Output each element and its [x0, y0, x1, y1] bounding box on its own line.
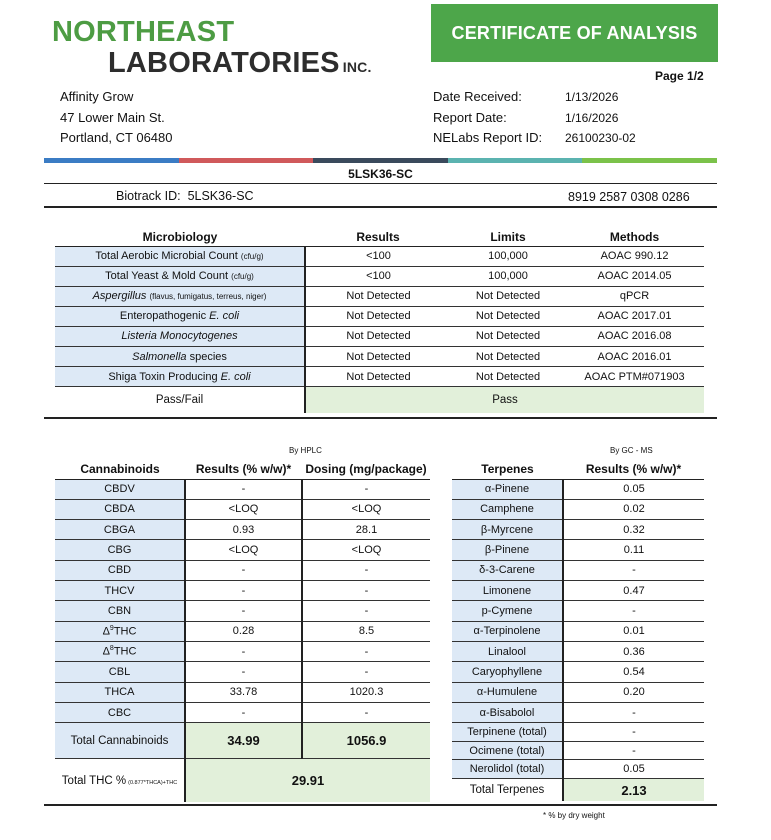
gcms-method-label: By GC - MS [610, 446, 653, 455]
table-row [55, 560, 430, 580]
biotrack-id [116, 189, 254, 203]
column-header: Results [305, 229, 451, 246]
result-cell: 0.93 [185, 520, 302, 540]
result-cell: <LOQ [185, 499, 302, 519]
table-row [452, 662, 704, 682]
dosing-cell: 8.5 [302, 621, 430, 641]
result-cell: 0.28 [185, 621, 302, 641]
microbiology-table [55, 229, 704, 413]
color-bar-segment [448, 158, 583, 163]
column-header: Limits [451, 229, 565, 246]
cannabinoid-name-text: THC [113, 625, 137, 638]
table-header-row [55, 229, 704, 246]
test-name-text: Salmonella [132, 350, 187, 363]
total-terpenes-label: Total Terpenes [452, 778, 563, 801]
table-row [452, 581, 704, 601]
terpene-name: Ocimene (total) [452, 741, 563, 760]
cannabinoid-name [55, 560, 185, 580]
cannabinoid-name-text: THC [113, 646, 137, 659]
certificate-banner: CERTIFICATE OF ANALYSIS [431, 4, 718, 62]
terpene-name: Caryophyllene [452, 662, 563, 682]
table-row [452, 520, 704, 540]
limit-cell: Not Detected [451, 346, 565, 366]
result-cell: 0.05 [563, 760, 704, 779]
column-header: Methods [565, 229, 704, 246]
test-name-text: Aspergillus [92, 290, 147, 303]
method-cell: AOAC PTM#071903 [565, 367, 704, 387]
cannabinoid-name [55, 581, 185, 601]
test-name-text: Total Aerobic Microbial Count [95, 250, 238, 263]
test-name [55, 346, 305, 366]
biotrack-value: 5LSK36-SC [187, 189, 254, 203]
cannabinoid-name-text: CBG [107, 544, 132, 557]
test-name-text: Listeria Monocytogenes [121, 330, 238, 343]
report-id-row [433, 128, 636, 149]
logo-line-2-text: LABORATORIES [108, 47, 340, 79]
divider [44, 417, 717, 419]
table-row [55, 601, 430, 621]
total-cannabinoids-dosing: 1056.9 [302, 723, 430, 759]
method-cell: qPCR [565, 286, 704, 306]
result-cell: - [185, 581, 302, 601]
client-name: Affinity Grow [60, 89, 134, 104]
date-received-label: Date Received: [433, 89, 522, 104]
limit-cell: Not Detected [451, 367, 565, 387]
table-row [452, 621, 704, 641]
tracking-number: 8919 2587 0308 0286 [568, 190, 690, 204]
total-cannabinoids-label: Total Cannabinoids [55, 723, 185, 759]
result-cell: Not Detected [305, 346, 451, 366]
result-cell: Not Detected [305, 306, 451, 326]
method-cell: AOAC 2017.01 [565, 306, 704, 326]
color-bar-segment [179, 158, 314, 163]
table-row [55, 499, 430, 519]
delta-symbol: Δ [102, 625, 110, 638]
table-row [452, 682, 704, 702]
cannabinoid-name-text: THCV [104, 584, 135, 597]
test-name [55, 367, 305, 387]
logo-line-2 [108, 48, 372, 82]
total-thc-label-cell [55, 759, 185, 802]
method-cell: AOAC 2016.01 [565, 346, 704, 366]
result-cell: - [563, 723, 704, 742]
test-unit: (cfu/g) [240, 252, 264, 262]
table-row [55, 266, 704, 286]
total-terpenes-row [452, 778, 704, 801]
table-header-row [55, 460, 430, 479]
result-cell: <100 [305, 246, 451, 266]
table-row [55, 326, 704, 346]
result-cell: 0.02 [563, 499, 704, 519]
table-row [55, 703, 430, 723]
cannabinoid-name-text: CBDA [104, 503, 135, 516]
result-cell: - [185, 479, 302, 499]
table-row [55, 621, 430, 641]
table-row [452, 560, 704, 580]
table-row [452, 540, 704, 560]
column-header: Results (% w/w)* [185, 460, 302, 479]
result-cell: 0.01 [563, 621, 704, 641]
result-cell: Not Detected [305, 367, 451, 387]
result-cell: - [185, 703, 302, 723]
limit-cell: Not Detected [451, 326, 565, 346]
result-cell: Not Detected [305, 326, 451, 346]
table-row [55, 682, 430, 702]
terpene-name: β-Myrcene [452, 520, 563, 540]
result-cell: 0.54 [563, 662, 704, 682]
total-thc-value: 29.91 [185, 759, 430, 802]
test-name-suffix: species [189, 350, 227, 363]
method-cell: AOAC 2016.08 [565, 326, 704, 346]
table-row [452, 479, 704, 499]
result-cell: 0.47 [563, 581, 704, 601]
result-cell: - [185, 601, 302, 621]
table-row [55, 346, 704, 366]
test-name-italic: E. coli [220, 370, 251, 383]
column-header: Results (% w/w)* [563, 460, 704, 479]
dosing-cell: - [302, 601, 430, 621]
dosing-cell: - [302, 662, 430, 682]
table-row [452, 703, 704, 723]
result-cell: - [185, 642, 302, 662]
result-cell: - [563, 741, 704, 760]
test-unit: (cfu/g) [231, 272, 254, 282]
table-row [55, 642, 430, 662]
report-date-label: Report Date: [433, 109, 507, 125]
cannabinoid-name-text: THCA [104, 686, 135, 699]
table-row [452, 760, 704, 779]
test-name [55, 326, 305, 346]
table-row [55, 581, 430, 601]
result-cell: 0.36 [563, 642, 704, 662]
test-name [55, 306, 305, 326]
cannabinoid-name [55, 601, 185, 621]
company-logo [52, 16, 372, 82]
result-cell: Not Detected [305, 286, 451, 306]
pass-fail-value: Pass [305, 387, 704, 413]
test-name [55, 246, 305, 266]
dosing-cell: 28.1 [302, 520, 430, 540]
color-bar-segment [582, 158, 717, 163]
report-date-value: 1/16/2026 [565, 110, 619, 125]
cannabinoid-name [55, 642, 185, 662]
table-row [55, 286, 704, 306]
column-header: Terpenes [452, 460, 563, 479]
test-name-text: Shiga Toxin Producing [108, 370, 218, 383]
terpene-name: α-Terpinolene [452, 621, 563, 641]
page-number: Page 1/2 [655, 69, 704, 83]
test-name-text: Enteropathogenic [119, 310, 207, 323]
dosing-cell: <LOQ [302, 499, 430, 519]
test-name [55, 266, 305, 286]
table-row [452, 642, 704, 662]
result-cell: 0.32 [563, 520, 704, 540]
total-terpenes-value: 2.13 [563, 778, 704, 801]
divider [44, 804, 717, 806]
table-row [452, 601, 704, 621]
terpene-name: Camphene [452, 499, 563, 519]
footnote: * % by dry weight [543, 811, 605, 820]
column-header: Cannabinoids [55, 460, 185, 479]
cannabinoid-name-text: CBC [107, 706, 132, 719]
hplc-method-label: By HPLC [289, 446, 322, 455]
limit-cell: Not Detected [451, 286, 565, 306]
client-street: 47 Lower Main St. [60, 109, 165, 125]
terpene-name: Linalool [452, 642, 563, 662]
logo-suffix: INC. [342, 59, 372, 75]
dosing-cell: - [302, 560, 430, 580]
cannabinoid-name-text: CBN [107, 605, 132, 618]
table-row [55, 479, 430, 499]
terpene-name: α-Humulene [452, 682, 563, 702]
table-header-row [452, 460, 704, 479]
result-cell: - [563, 560, 704, 580]
terpene-name: Nerolidol (total) [452, 760, 563, 779]
test-name [55, 286, 305, 306]
total-thc-formula: (0.877*THCA)+THC [128, 779, 178, 786]
cannabinoid-name [55, 540, 185, 560]
test-unit: (flavus, fumigatus, terreus, niger) [149, 292, 267, 302]
dosing-cell: <LOQ [302, 540, 430, 560]
report-id-label: NELabs Report ID: [433, 130, 543, 145]
client-address [60, 87, 173, 149]
cannabinoid-name [55, 662, 185, 682]
color-bar-segment [313, 158, 448, 163]
dosing-cell: - [302, 642, 430, 662]
color-bar-segment [44, 158, 179, 163]
cannabinoid-name-text: CBDV [104, 483, 135, 496]
table-row [55, 662, 430, 682]
cannabinoid-name [55, 682, 185, 702]
report-date-row [433, 108, 636, 129]
terpene-name: Limonene [452, 581, 563, 601]
table-row [452, 741, 704, 760]
terpene-name: Terpinene (total) [452, 723, 563, 742]
table-row [452, 723, 704, 742]
cannabinoid-name-text: CBL [108, 666, 131, 679]
test-name-text: Total Yeast & Mold Count [105, 270, 229, 283]
cannabinoid-name-text: CBGA [103, 523, 136, 536]
terpene-name: α-Pinene [452, 479, 563, 499]
divider [44, 183, 717, 184]
cannabinoid-name [55, 479, 185, 499]
result-cell: 0.05 [563, 479, 704, 499]
total-cannabinoids-row [55, 723, 430, 759]
limit-cell: Not Detected [451, 306, 565, 326]
cannabinoid-name-text: CBD [107, 564, 132, 577]
sample-id: 5LSK36-SC [348, 167, 413, 181]
terpene-name: p-Cymene [452, 601, 563, 621]
cannabinoid-name [55, 520, 185, 540]
total-thc-row [55, 759, 430, 802]
terpene-name: β-Pinene [452, 540, 563, 560]
total-cannabinoids-result: 34.99 [185, 723, 302, 759]
dosing-cell: - [302, 479, 430, 499]
table-row [55, 367, 704, 387]
color-divider-bar [44, 158, 717, 163]
table-row [452, 499, 704, 519]
report-id-value: 26100230-02 [565, 131, 636, 145]
dosing-cell: 1020.3 [302, 682, 430, 702]
delta-superscript: 9 [109, 625, 114, 633]
total-thc-label: Total THC % [61, 774, 127, 787]
column-header: Microbiology [55, 229, 305, 246]
limit-cell: 100,000 [451, 246, 565, 266]
table-row [55, 306, 704, 326]
limit-cell: 100,000 [451, 266, 565, 286]
date-received-row [433, 87, 636, 108]
result-cell: <100 [305, 266, 451, 286]
cannabinoid-name [55, 621, 185, 641]
method-cell: AOAC 990.12 [565, 246, 704, 266]
result-cell: <LOQ [185, 540, 302, 560]
cannabinoids-table [55, 460, 430, 802]
cannabinoid-name [55, 499, 185, 519]
result-cell: 0.11 [563, 540, 704, 560]
dosing-cell: - [302, 703, 430, 723]
test-name-italic: E. coli [209, 310, 240, 323]
divider [44, 206, 717, 208]
result-cell: - [185, 560, 302, 580]
result-cell: - [185, 662, 302, 682]
dosing-cell: - [302, 581, 430, 601]
report-meta [433, 87, 636, 149]
result-cell: - [563, 601, 704, 621]
result-cell: 0.20 [563, 682, 704, 702]
delta-superscript: 8 [109, 645, 114, 653]
terpene-name: α-Bisabolol [452, 703, 563, 723]
table-row [55, 520, 430, 540]
biotrack-label: Biotrack ID: [116, 189, 181, 203]
terpenes-table [452, 460, 704, 801]
table-row [55, 246, 704, 266]
result-cell: - [563, 703, 704, 723]
terpene-name: δ-3-Carene [452, 560, 563, 580]
cannabinoid-name [55, 703, 185, 723]
client-city: Portland, CT 06480 [60, 130, 173, 145]
result-cell: 33.78 [185, 682, 302, 702]
method-cell: AOAC 2014.05 [565, 266, 704, 286]
logo-line-1: NORTHEAST [52, 16, 235, 48]
pass-fail-label: Pass/Fail [55, 387, 305, 413]
column-header: Dosing (mg/package) [302, 460, 430, 479]
date-received-value: 1/13/2026 [565, 90, 619, 104]
table-row [55, 540, 430, 560]
pass-fail-row [55, 387, 704, 413]
delta-symbol: Δ [102, 646, 110, 659]
